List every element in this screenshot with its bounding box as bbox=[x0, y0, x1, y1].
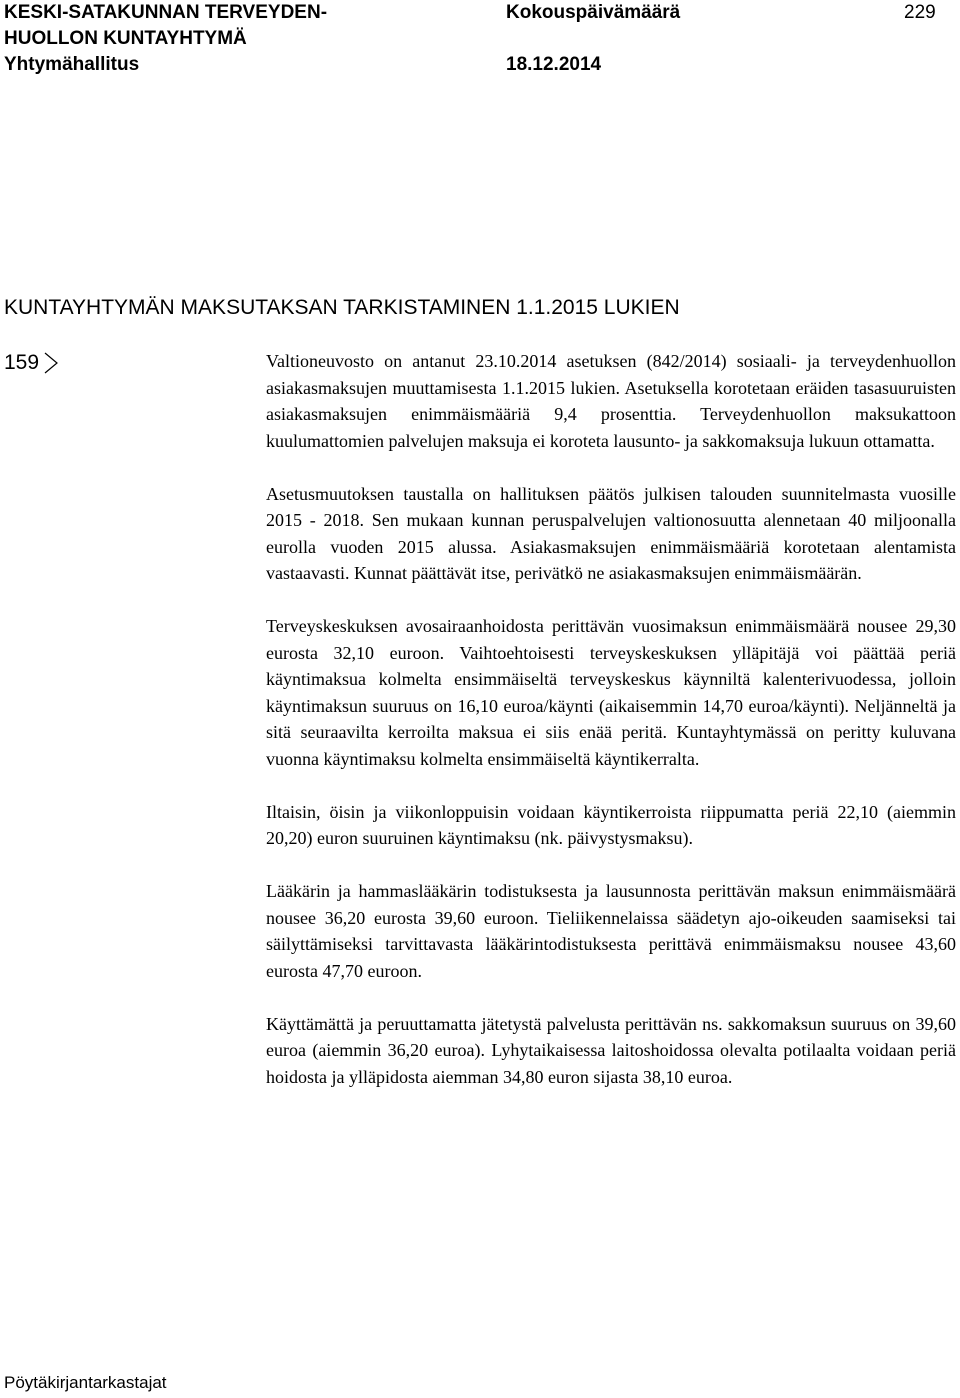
organization-name bbox=[4, 0, 384, 78]
paragraph-2: Asetusmuutoksen taustalla on hallituksen päätös julkisen talouden suunnitelmasta vuosille 2015 - 2018. Sen mukaan kunnan peruspalvelujen valtionosuutta alennetaan 40 miljoonalla eurolla vuoden 2015 alussa. Asiakasmaksujen enimmäismääriä korotetaan alentamista vastaavasti. Kunnat päättävät itse, perivätkö ne asiakasmaksujen enimmäismäärän. bbox=[266, 483, 956, 583]
organization-line-1: KESKI-SATAKUNNAN TERVEYDEN- bbox=[4, 2, 328, 23]
paragraph-5: Lääkärin ja hammaslääkärin todistuksesta ja lausunnosta perittävän maksun enimmäismäärä nousee 36,20 eurosta 39,60 euroon. Tieliikennelaissa säädetyn ajo-oikeuden saamiseksi tai säilyttämiseksi tarvittavasta lääkärintodistuksesta perittävä enimmäismaksu nousee 43,60 eurosta 47,70 euroon. bbox=[266, 881, 956, 981]
organization-line-2: HUOLLON KUNTAYHTYMÄ bbox=[4, 28, 247, 49]
meeting-date: 18.12.2014 bbox=[506, 54, 602, 75]
section-title: KUNTAYHTYMÄN MAKSUTAKSAN TARKISTAMINEN 1.1.2015 LUKIEN bbox=[4, 296, 680, 319]
paragraph-6: Käyttämättä ja peruuttamatta jätetystä palvelusta perittävän ns. sakkomaksun suuruus on 39,60 euroa (aiemmin 36,20 euroa). Lyhytaikaisessa laitoshoidossa olevalta potilaalta voidaan periä hoidosta ja ylläpidosta aiemman 34,80 euron sijasta 38,10 euroa. bbox=[266, 1013, 956, 1087]
section-pointer-icon bbox=[43, 351, 59, 375]
meeting-date-label: Kokouspäivämäärä bbox=[506, 2, 681, 23]
paragraph-4: Iltaisin, öisin ja viikonloppuisin voidaan käyntikerroista riippumatta periä 22,10 (aiemmin 20,20) euron suuruinen käyntimaksu (nk. päivystysmaksu). bbox=[266, 801, 956, 848]
document-body bbox=[266, 348, 956, 1090]
agenda-item bbox=[4, 350, 59, 376]
page-number: 229 bbox=[904, 2, 936, 23]
paragraph-1: Valtioneuvosto on antanut 23.10.2014 asetuksen (842/2014) sosiaali- ja terveydenhuollon asiakasmaksujen muuttamisesta 1.1.2015 lukien. Asetuksella korotetaan eräiden tasasuuruisten asiakasmaksujen enimmäismääriä 9,4 prosenttia. Terveydenhuollon maksukattoon kuulumattomien palvelujen maksuja ei koroteta lausunto- ja sakkomaksuja lukuun ottamatta. bbox=[266, 351, 956, 451]
paragraph-3: Terveyskeskuksen avosairaanhoidosta perittävän vuosimaksun enimmäismäärä nousee 29,30 eurosta 32,10 euroon. Vaihtoehtoisesti terveyskeskuksen ylläpitäjä voi päättää periä käyntimaksua kolmelta ensimmäiseltä terveyskeskus käynniltä kalenterivuodessa, jolloin käyntimaksun suuruus on 16,10 euroa/käynti (aikaisemmin 14,70 euroa/käynti). Neljänneltä ja sitä seuraavilta kerroilta maksua ei siis enää peritä. Kuntayhtymässä on peritty kuluvana vuonna käyntimaksu kolmelta ensimmäiseltä käyntikerralta. bbox=[266, 616, 956, 769]
document-header bbox=[4, 0, 954, 80]
organization-line-3: Yhtymähallitus bbox=[4, 54, 140, 75]
agenda-item-number: 159 bbox=[4, 351, 40, 374]
footer-reviewers-label: Pöytäkirjantarkastajat bbox=[4, 1373, 167, 1392]
